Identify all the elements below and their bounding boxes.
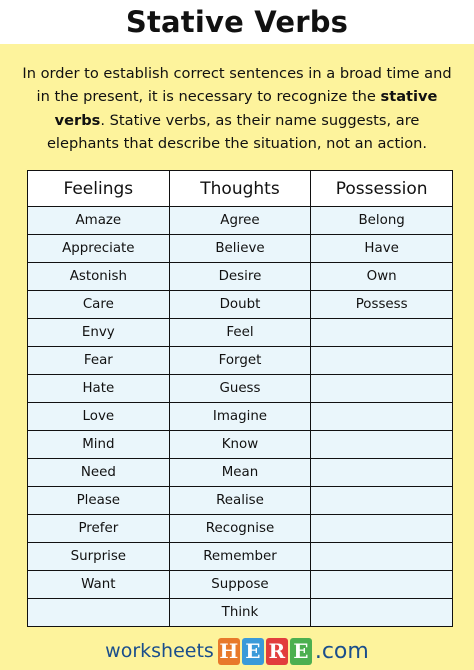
logo-tiles [217, 638, 313, 665]
table-row [28, 375, 453, 403]
table-cell: Know [169, 431, 311, 459]
table-cell: Mind [28, 431, 170, 459]
table-cell: Mean [169, 459, 311, 487]
footer-logo [0, 632, 474, 670]
table-cell: Love [28, 403, 170, 431]
table-cell: Care [28, 291, 170, 319]
header-thoughts: Thoughts [169, 171, 311, 207]
logo-tile: E [242, 638, 264, 665]
table-cell: Feel [169, 319, 311, 347]
stative-verbs-table [27, 170, 453, 627]
table-row [28, 319, 453, 347]
table-cell: Agree [169, 207, 311, 235]
table-cell [311, 515, 453, 543]
table-body [28, 207, 453, 627]
table-cell: Forget [169, 347, 311, 375]
table-cell [311, 319, 453, 347]
table-cell [311, 431, 453, 459]
table-cell [28, 599, 170, 627]
header-feelings: Feelings [28, 171, 170, 207]
logo-tile: E [290, 638, 312, 665]
table-cell: Belong [311, 207, 453, 235]
table-cell [311, 571, 453, 599]
table-cell: Remember [169, 543, 311, 571]
table-cell: Want [28, 571, 170, 599]
table-cell: Have [311, 235, 453, 263]
intro-text-1: In order to establish correct sentences in a broad time and in the present, it is necessary to recognize the [22, 65, 452, 106]
table-row [28, 431, 453, 459]
table-row [28, 347, 453, 375]
table-row [28, 291, 453, 319]
table-cell: Possess [311, 291, 453, 319]
table-cell [311, 403, 453, 431]
table-row [28, 263, 453, 291]
table-cell: Prefer [28, 515, 170, 543]
intro-paragraph [18, 62, 456, 156]
table-cell: Guess [169, 375, 311, 403]
table-row [28, 487, 453, 515]
table-cell [311, 543, 453, 571]
intro-bold-term: stative verbs [54, 88, 438, 129]
table-row [28, 599, 453, 627]
table-row [28, 403, 453, 431]
table-cell: Believe [169, 235, 311, 263]
table-cell: Own [311, 263, 453, 291]
table-header-row [28, 171, 453, 207]
table-row [28, 459, 453, 487]
logo-tile: R [266, 638, 288, 665]
table-cell: Hate [28, 375, 170, 403]
table-cell: Please [28, 487, 170, 515]
table-cell: Astonish [28, 263, 170, 291]
logo-tile: H [219, 639, 239, 663]
table-row [28, 515, 453, 543]
table-cell [311, 375, 453, 403]
table-cell: Appreciate [28, 235, 170, 263]
table-row [28, 207, 453, 235]
table-row [28, 543, 453, 571]
table-cell: Envy [28, 319, 170, 347]
table-cell [311, 459, 453, 487]
table-cell: Recognise [169, 515, 311, 543]
table-row [28, 571, 453, 599]
logo-prefix: worksheets [105, 640, 214, 662]
table-cell: Surprise [28, 543, 170, 571]
table-cell: Desire [169, 263, 311, 291]
table-cell: Fear [28, 347, 170, 375]
table-cell: Realise [169, 487, 311, 515]
page-title: Stative Verbs [125, 5, 349, 39]
table-cell: Think [169, 599, 311, 627]
table-cell [311, 347, 453, 375]
table-cell: Amaze [28, 207, 170, 235]
table-cell: Imagine [169, 403, 311, 431]
table-cell: Suppose [169, 571, 311, 599]
table-row [28, 235, 453, 263]
logo-suffix: .com [314, 638, 369, 664]
table-cell: Need [28, 459, 170, 487]
table-cell [311, 599, 453, 627]
intro-text-2: . Stative verbs, as their name suggests, are elephants that describe the situation, not an action. [46, 111, 428, 153]
header-possession: Possession [311, 171, 453, 207]
table-cell [311, 487, 453, 515]
title-bar [0, 0, 474, 44]
table-cell: Doubt [169, 291, 311, 319]
